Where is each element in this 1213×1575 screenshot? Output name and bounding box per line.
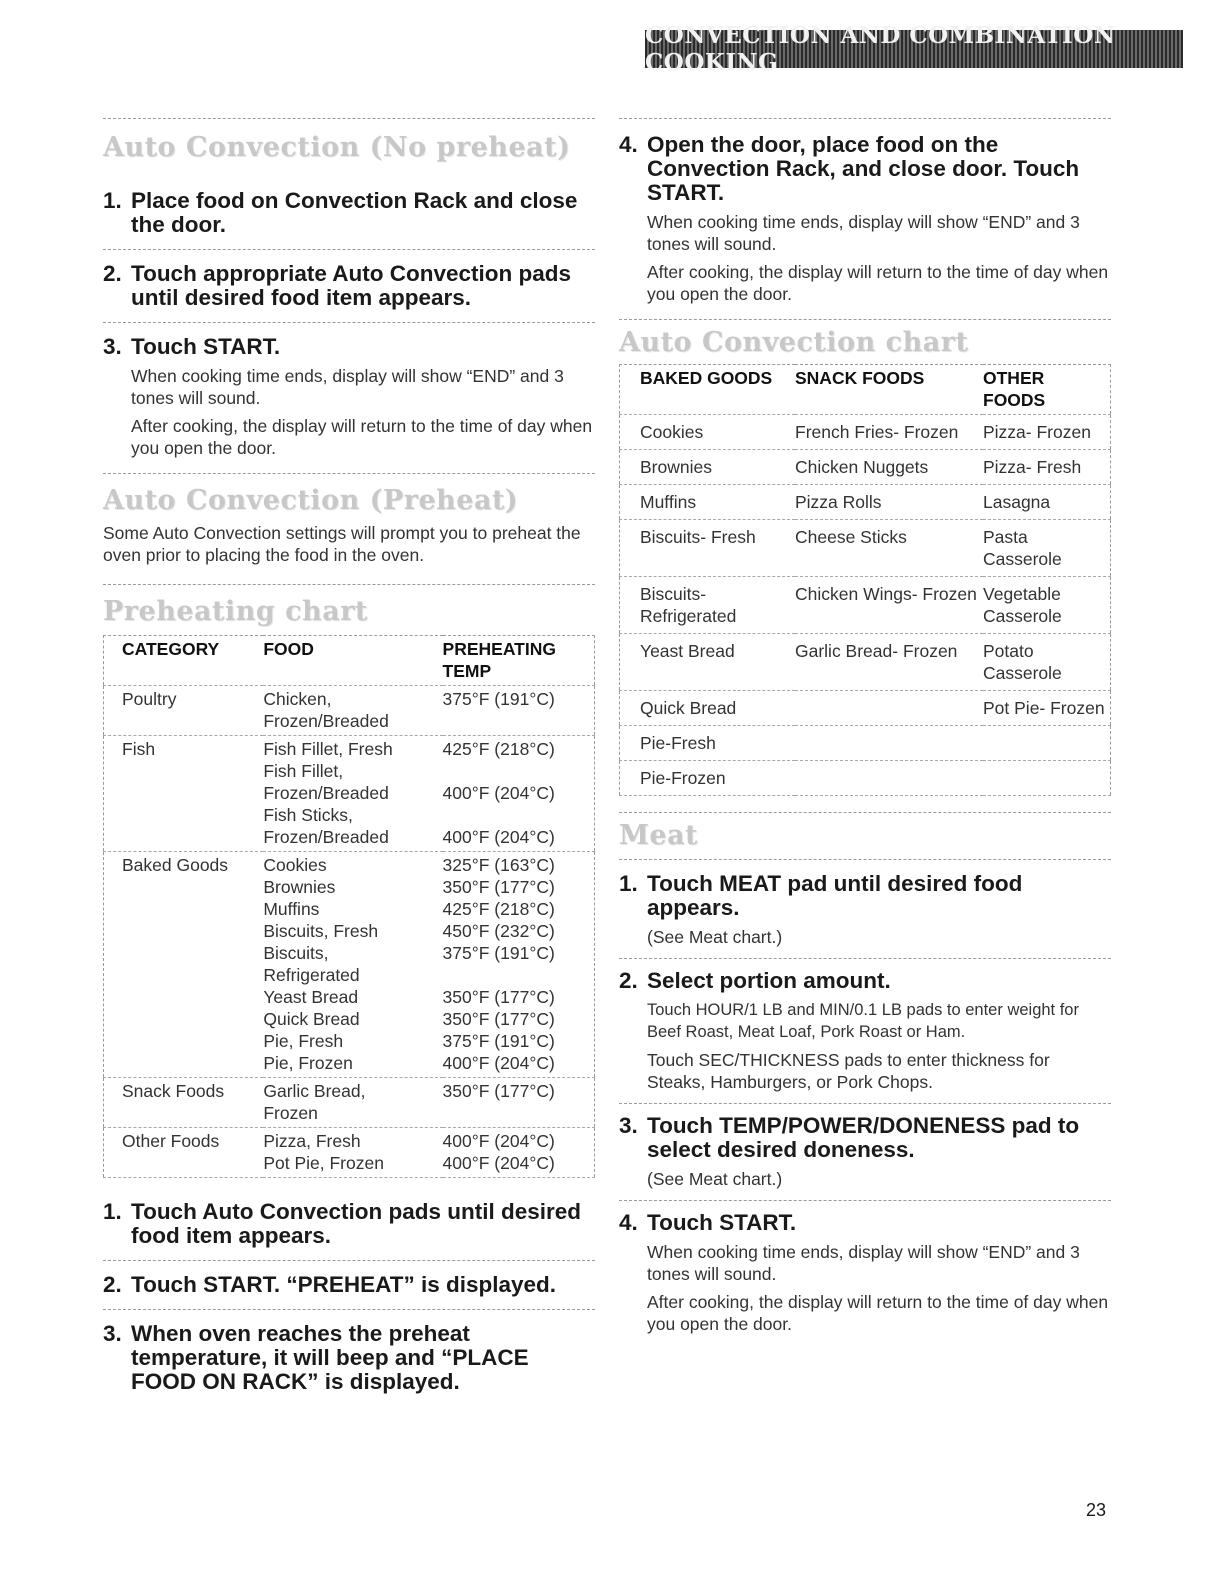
- category-cell: Snack Foods: [122, 1081, 225, 1101]
- chart-cell: Muffins: [640, 492, 697, 512]
- food-line: Muffins: [263, 899, 320, 919]
- meat-step-1: [619, 872, 1111, 948]
- temp-line: 400°F (204°C): [442, 1153, 555, 1173]
- step-text: After cooking, the display will return to the time of day when you open the door.: [131, 416, 593, 458]
- temp-line: 425°F (218°C): [442, 739, 555, 759]
- temp-line: 350°F (177°C): [442, 1081, 555, 1101]
- food-cell: [263, 1078, 442, 1128]
- food-line: Biscuits,: [263, 943, 329, 963]
- temp-line: 450°F (232°C): [442, 921, 555, 941]
- step-text: Touch HOUR/1 LB and MIN/0.1 LB pads to enter weight for Beef Roast, Meat Loaf, Pork Roast or Ham.: [647, 1001, 1079, 1041]
- chart-cell: Pot Pie- Frozen: [983, 698, 1105, 718]
- step-heading: Touch START. “PREHEAT” is displayed.: [131, 1272, 557, 1297]
- chart-cell: [983, 761, 1111, 796]
- chart-cell: Pizza- Fresh: [983, 457, 1082, 477]
- temp-line: 350°F (177°C): [442, 1009, 555, 1029]
- divider: [619, 319, 1111, 320]
- temp-line: 425°F (218°C): [442, 899, 555, 919]
- auto-convection-no-preheat-title: Auto Convection (No preheat): [103, 132, 571, 163]
- temp-line: [443, 804, 594, 826]
- chart-cell: Cheese Sticks: [795, 527, 907, 547]
- preheat-step-3: [103, 1322, 595, 1394]
- table-row: [620, 520, 1111, 577]
- food-cell: [263, 852, 442, 1078]
- table-row: [104, 1128, 595, 1178]
- step-heading: Select portion amount.: [647, 968, 891, 993]
- temp-line: [443, 964, 594, 986]
- temp-line: 375°F (191°C): [442, 1031, 555, 1051]
- step-text: After cooking, the display will return to the time of day when you open the door.: [647, 262, 1109, 304]
- divider: [103, 118, 595, 119]
- chart-cell: Vegetable Casserole: [983, 584, 1062, 626]
- chart-cell: Pie-Frozen: [640, 768, 726, 788]
- table-row: [620, 415, 1111, 450]
- table-row: [104, 686, 595, 736]
- food-line: Frozen/Breaded: [263, 711, 389, 731]
- temp-line: 400°F (204°C): [442, 783, 555, 803]
- section-banner: CONVECTION AND COMBINATION COOKING: [645, 30, 1183, 68]
- category-cell: Other Foods: [122, 1131, 220, 1151]
- food-line: Pie, Frozen: [263, 1053, 353, 1073]
- category-cell: Baked Goods: [122, 855, 229, 875]
- left-column: [103, 118, 595, 1394]
- food-line: Yeast Bread: [263, 987, 359, 1007]
- food-line: Pot Pie, Frozen: [263, 1153, 384, 1173]
- temp-cell: [443, 1078, 595, 1128]
- step-text: Touch SEC/THICKNESS pads to enter thickness for Steaks, Hamburgers, or Pork Chops.: [647, 1050, 1050, 1092]
- temp-cell: [443, 852, 595, 1078]
- step-heading: Touch Auto Convection pads until desired food item appears.: [131, 1199, 582, 1248]
- page-number: 23: [1086, 1500, 1107, 1520]
- food-line: Frozen/Breaded: [263, 783, 389, 803]
- divider: [103, 584, 595, 585]
- chart-cell: Yeast Bread: [640, 641, 735, 661]
- step-text: When cooking time ends, display will show “END” and 3 tones will sound.: [647, 212, 1080, 254]
- food-line: Refrigerated: [263, 965, 360, 985]
- food-line: Cookies: [263, 855, 327, 875]
- table-row: [620, 450, 1111, 485]
- step-heading: Touch START.: [647, 1210, 797, 1235]
- table-row: [620, 485, 1111, 520]
- table-row: [104, 852, 595, 1078]
- food-line: Biscuits, Fresh: [263, 921, 379, 941]
- divider: [619, 1200, 1111, 1201]
- step-heading: Touch START.: [131, 334, 281, 359]
- preheat-step-1: [103, 1200, 595, 1248]
- step-text: When cooking time ends, display will show “END” and 3 tones will sound.: [647, 1242, 1080, 1284]
- temp-line: [443, 1102, 594, 1124]
- category-cell: Fish: [122, 739, 156, 759]
- food-line: Fish Sticks,: [263, 805, 353, 825]
- temp-line: 400°F (204°C): [442, 1131, 555, 1151]
- food-cell: [263, 686, 442, 736]
- step-heading: Touch MEAT pad until desired food appears.: [647, 871, 1023, 920]
- table-row: [620, 761, 1111, 796]
- step-text: When cooking time ends, display will show “END” and 3 tones will sound.: [131, 366, 564, 408]
- chart-cell: Pizza Rolls: [795, 492, 882, 512]
- step-number: 3.: [103, 1321, 122, 1346]
- step-number: 1.: [103, 188, 122, 213]
- step-heading: Touch TEMP/POWER/DONENESS pad to select desired doneness.: [647, 1113, 1080, 1162]
- food-line: Brownies: [263, 877, 336, 897]
- table-row: [620, 634, 1111, 691]
- chart-cell: Brownies: [640, 457, 712, 477]
- step-number: 3.: [103, 334, 122, 359]
- chart-cell: Garlic Bread- Frozen: [795, 641, 958, 661]
- column-header: OTHER FOODS: [983, 368, 1046, 410]
- right-column: [619, 118, 1111, 1335]
- divider: [619, 812, 1111, 813]
- table-row: [104, 736, 595, 852]
- auto-convection-chart-table: [619, 364, 1111, 796]
- chart-cell: Biscuits- Fresh: [640, 527, 756, 547]
- meat-step-3: [619, 1114, 1111, 1190]
- step-heading: When oven reaches the preheat temperature, it will beep and “PLACE FOOD ON RACK” is displayed.: [131, 1321, 529, 1394]
- header-text: BAKED GOODS: [640, 368, 773, 388]
- food-line: Frozen/Breaded: [263, 827, 389, 847]
- step-number: 2.: [103, 261, 122, 286]
- chart-cell: Chicken Nuggets: [795, 457, 929, 477]
- table-row: [620, 726, 1111, 761]
- auto-convection-preheat-title: Auto Convection (Preheat): [103, 485, 519, 516]
- step-heading: Touch appropriate Auto Convection pads until desired food item appears.: [131, 261, 572, 310]
- chart-cell: Chicken Wings- Frozen: [795, 584, 977, 604]
- food-line: Fish Fillet,: [263, 761, 344, 781]
- chart-cell: Pie-Fresh: [640, 733, 716, 753]
- meat-title: Meat: [619, 820, 699, 851]
- food-cell: [263, 1128, 442, 1178]
- divider: [619, 859, 1111, 860]
- step-3: [103, 335, 595, 459]
- food-line: Pie, Fresh: [263, 1031, 344, 1051]
- temp-line: [443, 760, 594, 782]
- meat-step-2: [619, 969, 1111, 1093]
- auto-convection-chart-title: Auto Convection chart: [619, 327, 969, 358]
- step-1: [103, 189, 595, 237]
- preheating-chart-table: [103, 635, 595, 1178]
- chart-cell: Quick Bread: [640, 698, 737, 718]
- temp-line: [443, 710, 594, 732]
- food-line: Pizza, Fresh: [263, 1131, 361, 1151]
- step-text: (See Meat chart.): [647, 927, 783, 947]
- column-header: [620, 365, 796, 415]
- divider: [619, 118, 1111, 119]
- chart-cell: [983, 726, 1111, 761]
- step-2: [103, 262, 595, 310]
- preheating-chart-title: Preheating chart: [103, 596, 368, 627]
- temp-cell: [443, 1128, 595, 1178]
- table-row: [104, 1078, 595, 1128]
- table-row: [620, 577, 1111, 634]
- chart-cell: French Fries- Frozen: [795, 422, 959, 442]
- food-line: Quick Bread: [263, 1009, 360, 1029]
- temp-line: 350°F (177°C): [442, 987, 555, 1007]
- divider: [619, 1103, 1111, 1104]
- step-heading: Place food on Convection Rack and close the door.: [131, 188, 578, 237]
- divider: [103, 322, 595, 323]
- table-row: [620, 691, 1111, 726]
- column-header: CATEGORY: [122, 639, 220, 659]
- temp-line: 375°F (191°C): [442, 943, 555, 963]
- chart-cell: Pasta Casserole: [983, 527, 1062, 569]
- food-line: Garlic Bread,: [263, 1081, 366, 1101]
- chart-cell: Potato Casserole: [983, 641, 1062, 683]
- step-number: 1.: [103, 1199, 122, 1224]
- step-4: [619, 133, 1111, 305]
- food-line: Frozen: [263, 1103, 318, 1123]
- step-number: 1.: [619, 871, 638, 896]
- temp-line: 400°F (204°C): [442, 827, 555, 847]
- meat-step-4: [619, 1211, 1111, 1335]
- chart-cell: Lasagna: [983, 492, 1051, 512]
- chart-cell: [795, 726, 983, 761]
- temp-line: 375°F (191°C): [442, 689, 555, 709]
- divider: [103, 249, 595, 250]
- column-header: FOOD: [263, 639, 314, 659]
- column-header: PREHEATING TEMP: [442, 639, 556, 681]
- table-header-row: [620, 365, 1111, 415]
- step-text: (See Meat chart.): [647, 1169, 783, 1189]
- preheat-step-2: [103, 1273, 595, 1297]
- divider: [103, 1260, 595, 1261]
- step-number: 4.: [619, 1210, 638, 1235]
- column-header: SNACK FOODS: [795, 368, 925, 388]
- temp-line: 325°F (163°C): [442, 855, 555, 875]
- chart-cell: Cookies: [640, 422, 704, 442]
- chart-cell: Biscuits- Refrigerated: [640, 584, 737, 626]
- category-cell: Poultry: [122, 689, 177, 709]
- step-heading: Open the door, place food on the Convection Rack, and close door. Touch START.: [647, 132, 1080, 205]
- step-number: 2.: [619, 968, 638, 993]
- step-number: 3.: [619, 1113, 638, 1138]
- divider: [103, 1309, 595, 1310]
- temp-line: 350°F (177°C): [442, 877, 555, 897]
- temp-cell: [443, 686, 595, 736]
- temp-line: 400°F (204°C): [442, 1053, 555, 1073]
- food-cell: [263, 736, 442, 852]
- chart-cell: Pizza- Frozen: [983, 422, 1091, 442]
- chart-cell: [795, 691, 983, 726]
- chart-cell: [795, 761, 983, 796]
- food-line: Chicken,: [263, 689, 332, 709]
- step-number: 2.: [103, 1272, 122, 1297]
- table-header-row: [104, 636, 595, 686]
- food-line: Fish Fillet, Fresh: [263, 739, 393, 759]
- divider: [619, 958, 1111, 959]
- temp-cell: [443, 736, 595, 852]
- step-text: After cooking, the display will return to the time of day when you open the door.: [647, 1292, 1109, 1334]
- step-number: 4.: [619, 132, 638, 157]
- preheat-intro-text: Some Auto Convection settings will prompt you to preheat the oven prior to placing the food in the oven.: [103, 523, 581, 565]
- divider: [103, 473, 595, 474]
